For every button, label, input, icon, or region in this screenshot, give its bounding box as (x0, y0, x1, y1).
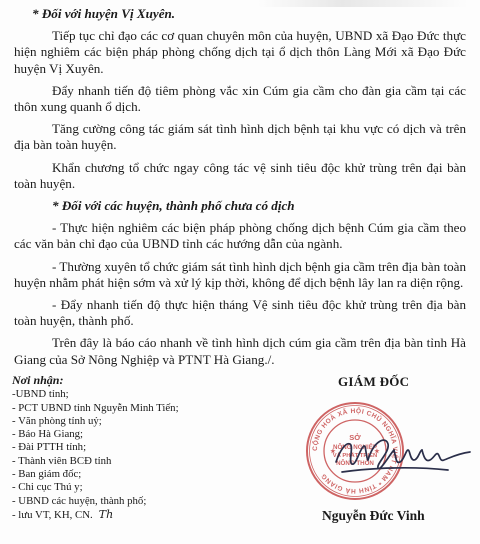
section-heading-other-districts: * Đối với các huyện, thành phố chưa có dịch (52, 198, 295, 214)
recipient-item: - UBND các huyện, thành phố; (12, 494, 147, 507)
stamp-inner-line: NÔNG NGHIỆP (332, 444, 378, 451)
recipient-item: - lưu VT, KH, CN. (12, 508, 93, 521)
signer-title: GIÁM ĐỐC (338, 374, 410, 389)
recipients-title: Nơi nhận: (12, 373, 64, 387)
paragraph: - Thường xuyên tổ chức giám sát tình hình dịch bệnh gia cầm trên địa bàn toàn huyện nhằm phát hiện sớm và xử lý kịp thời, không để dịch bệnh lây lan ra diện rộng. (14, 258, 466, 290)
paragraph: - Đẩy nhanh tiến độ thực hiện tháng Vệ sinh tiêu độc khử trùng trên địa bàn toàn huyện, thành phố. (14, 297, 466, 329)
handwritten-signature (330, 428, 476, 484)
svg-text:★: ★ (374, 449, 380, 455)
stamp-inner-line: VÀ PHÁT TRIỂN (332, 453, 378, 459)
recipient-item: - Ban giám đốc; (12, 468, 82, 481)
recipients-block (12, 374, 242, 522)
paragraph: - Thực hiện nghiêm các biện pháp phòng chống dịch bệnh Cúm gia cầm theo các văn bản chỉ đạo của UBND tỉnh các hướng dẫn của ngành. (14, 220, 466, 252)
recipient-item: - Văn phòng tỉnh uỷ; (12, 414, 102, 427)
paragraph: Khẩn chương tổ chức ngay công tác vệ sinh tiêu độc khử trùng trên đại bàn toàn huyện. (14, 159, 466, 191)
signer-name: Nguyễn Đức Vinh (322, 508, 425, 523)
recipient-item: - Đài PTTH tỉnh; (12, 441, 87, 454)
paragraph: Tăng cường công tác giám sát tình hình dịch bệnh tại khu vực có dịch và trên địa bàn toàn huyện. (14, 121, 466, 153)
recipient-item: - Báo Hà Giang; (12, 428, 84, 441)
closing-paragraph: Trên đây là báo cáo nhanh về tình hình dịch cúm gia cầm trên địa bàn tỉnh Hà Giang của Sở Nông Nghiệp và PTNT Hà Giang./. (14, 335, 466, 367)
svg-text:★: ★ (330, 449, 336, 455)
paragraph: Đẩy nhanh tiến độ tiêm phòng vắc xin Cúm gia cầm cho đàn gia cầm tại các thôn xung quanh ổ dịch. (14, 82, 466, 115)
recipient-item: -UBND tỉnh; (12, 388, 69, 401)
paragraph: Tiếp tục chỉ đạo các cơ quan chuyên môn của huyện, UBND xã Đạo Đức thực hiện nghiêm các biện pháp phòng chống dịch tại ổ dịch thôn Làng Mới xã Đạo Đức huyện Vị Xuyên. (14, 28, 466, 76)
stamp-inner-line: NÔNG THÔN (336, 460, 374, 467)
drafter-initials: Th (98, 507, 114, 521)
recipients-list (12, 388, 242, 522)
recipient-item: - Thành viên BCĐ tỉnh (12, 454, 112, 467)
recipient-item: - PCT UBND tỉnh Nguyễn Minh Tiến; (12, 401, 179, 414)
section-heading-vi-xuyen: * Đối với huyện Vị Xuyên. (32, 6, 176, 21)
recipient-item-last (12, 508, 242, 522)
document-body (14, 6, 466, 374)
stamp-outer-text: CỘNG HOÀ XÃ HỘI CHỦ NGHĨA VIỆT NAM * TỈNH HÀ GIANG (311, 407, 399, 495)
recipient-item: - Chi cục Thú y; (12, 481, 83, 494)
stamp-inner-line: SỞ (349, 433, 361, 442)
